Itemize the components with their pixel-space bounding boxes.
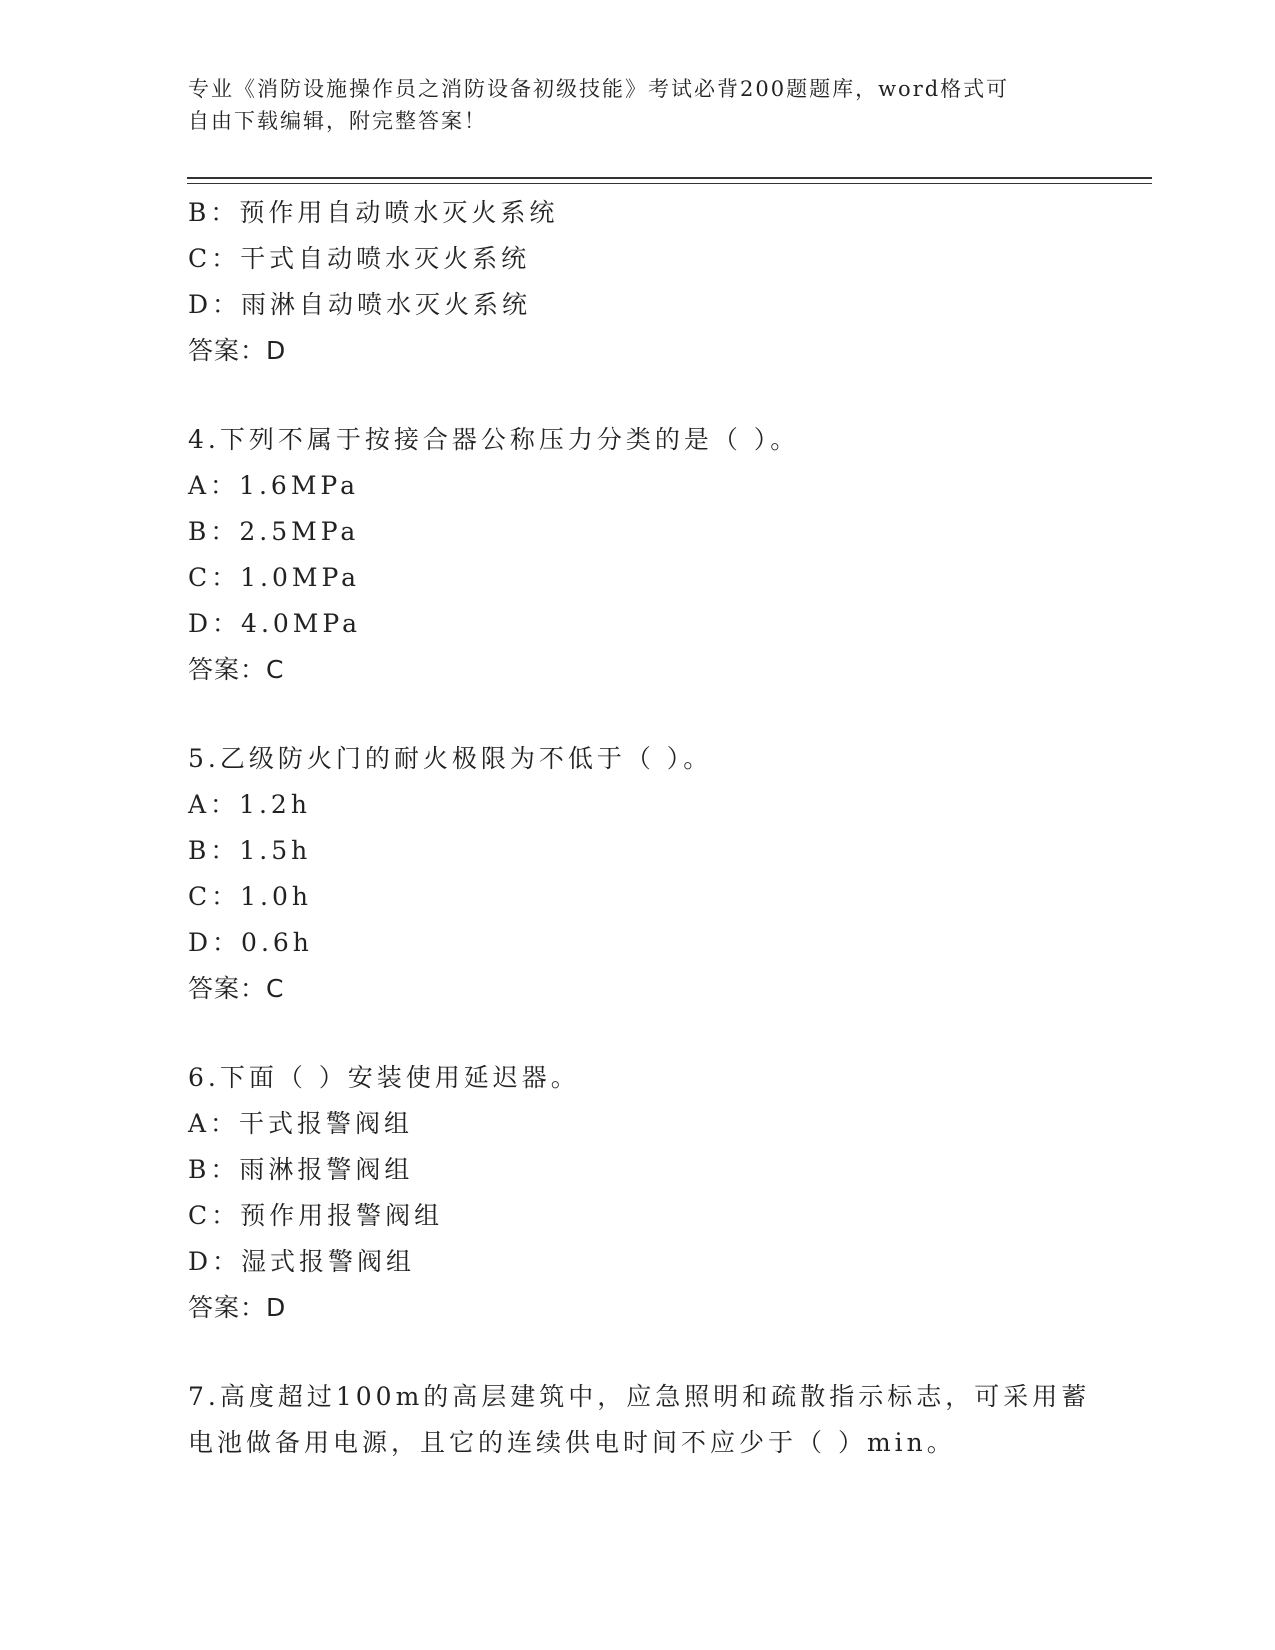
header-rule-thin: [187, 183, 1152, 184]
header-line-1: 专业《消防设施操作员之消防设备初级技能》考试必背200题题库，word格式可: [188, 77, 1010, 101]
spacer: [188, 1331, 1088, 1374]
answer-label: 答案：C: [188, 974, 285, 1003]
option-c: C：预作用报警阀组: [188, 1201, 444, 1230]
question-list: [188, 190, 1091, 1466]
answer-label: 答案：C: [188, 655, 285, 684]
question-stem: 6.下面（ ）安装使用延迟器。: [188, 1063, 580, 1092]
question-4: [188, 417, 1088, 693]
option-a: A：1.2h: [188, 790, 311, 819]
option-b: B：1.5h: [188, 836, 312, 865]
question-stem-line-1: 7.高度超过100m的高层建筑中，应急照明和疏散指示标志，可采用蓄: [188, 1382, 1091, 1411]
option-c: C：干式自动喷水灭火系统: [188, 244, 531, 273]
option-c: C：1.0MPa: [188, 563, 361, 592]
spacer: [188, 1012, 1088, 1055]
option-c: C：1.0h: [188, 882, 312, 911]
document-header: [188, 73, 1068, 137]
option-d: D：0.6h: [188, 928, 313, 957]
option-d: D：湿式报警阀组: [188, 1247, 416, 1276]
option-a: A：干式报警阀组: [188, 1109, 414, 1138]
question-stem: 4.下列不属于按接合器公称压力分类的是（ ）。: [188, 425, 800, 454]
header-rule-thick: [187, 177, 1152, 179]
spacer: [188, 693, 1088, 736]
question-6: [188, 1055, 1088, 1331]
spacer: [188, 374, 1088, 417]
answer-label: 答案：D: [188, 1293, 287, 1322]
question-3-continued: [188, 190, 1088, 374]
question-7: [188, 1374, 1091, 1466]
option-d: D：雨淋自动喷水灭火系统: [188, 290, 532, 319]
question-stem: 5.乙级防火门的耐火极限为不低于（ ）。: [188, 744, 713, 773]
option-d: D：4.0MPa: [188, 609, 362, 638]
question-stem-line-2: 电池做备用电源，且它的连续供电时间不应少于（ ）min。: [188, 1428, 956, 1457]
option-b: B：2.5MPa: [188, 517, 360, 546]
header-line-2: 自由下载编辑，附完整答案！: [188, 109, 487, 133]
option-a: A：1.6MPa: [188, 471, 360, 500]
option-b: B：雨淋报警阀组: [188, 1155, 414, 1184]
answer-label: 答案：D: [188, 336, 287, 365]
question-5: [188, 736, 1088, 1012]
option-b: B：预作用自动喷水灭火系统: [188, 198, 559, 227]
